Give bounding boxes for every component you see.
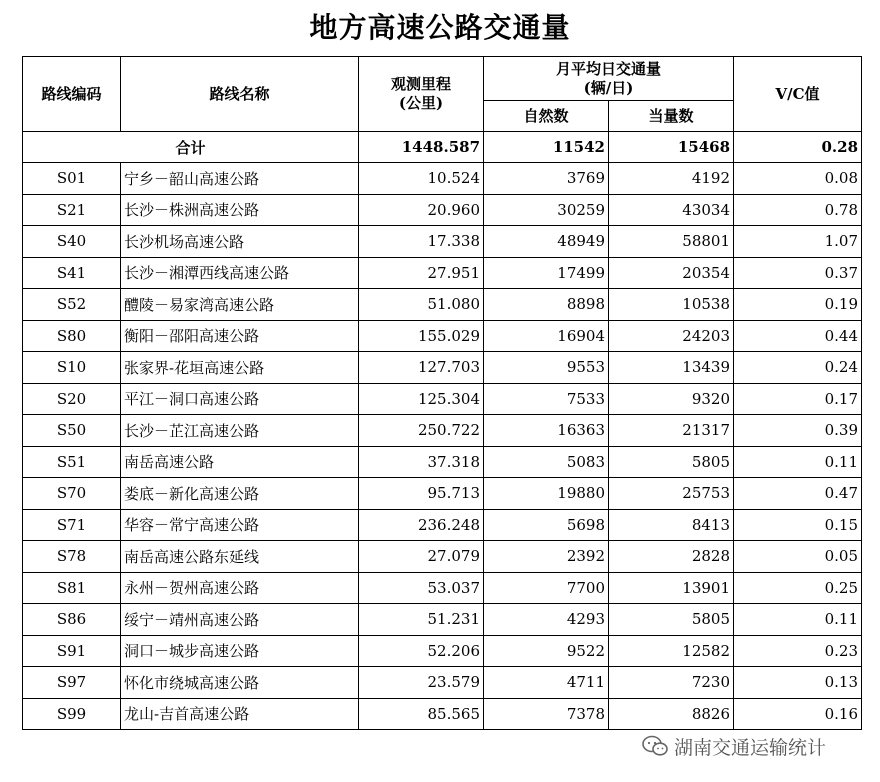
vc-value: 0.13 — [734, 667, 862, 699]
vc-value: 0.17 — [734, 383, 862, 415]
header-mileage — [359, 57, 484, 132]
route-name: 醴陵－易家湾高速公路 — [121, 289, 359, 321]
observed-mileage: 51.231 — [359, 604, 484, 636]
route-name: 洞口－城步高速公路 — [121, 635, 359, 667]
equivalent-count: 43034 — [609, 194, 734, 226]
table-row — [23, 446, 862, 478]
route-name: 龙山-吉首高速公路 — [121, 698, 359, 730]
route-name: 永州－贺州高速公路 — [121, 572, 359, 604]
observed-mileage: 127.703 — [359, 352, 484, 384]
route-code: S80 — [23, 320, 121, 352]
observed-mileage: 85.565 — [359, 698, 484, 730]
natural-count: 30259 — [484, 194, 609, 226]
table-row — [23, 541, 862, 573]
equivalent-count: 8826 — [609, 698, 734, 730]
route-code: S01 — [23, 163, 121, 195]
header-name: 路线名称 — [121, 57, 359, 132]
natural-count: 16904 — [484, 320, 609, 352]
route-name: 长沙－湘潭西线高速公路 — [121, 257, 359, 289]
observed-mileage: 51.080 — [359, 289, 484, 321]
route-name: 长沙－芷江高速公路 — [121, 415, 359, 447]
route-code: S50 — [23, 415, 121, 447]
total-vc: 0.28 — [734, 132, 862, 163]
table-row — [23, 572, 862, 604]
vc-value: 0.37 — [734, 257, 862, 289]
route-code: S78 — [23, 541, 121, 573]
route-name: 南岳高速公路 — [121, 446, 359, 478]
table-row — [23, 604, 862, 636]
observed-mileage: 236.248 — [359, 509, 484, 541]
vc-value: 1.07 — [734, 226, 862, 258]
route-name: 长沙－株洲高速公路 — [121, 194, 359, 226]
traffic-table — [22, 56, 862, 730]
vc-value: 0.15 — [734, 509, 862, 541]
route-name: 张家界-花垣高速公路 — [121, 352, 359, 384]
natural-count: 3769 — [484, 163, 609, 195]
vc-value: 0.16 — [734, 698, 862, 730]
route-code: S20 — [23, 383, 121, 415]
table-row — [23, 383, 862, 415]
natural-count: 19880 — [484, 478, 609, 510]
equivalent-count: 5805 — [609, 446, 734, 478]
table-row — [23, 352, 862, 384]
equivalent-count: 24203 — [609, 320, 734, 352]
route-name: 南岳高速公路东延线 — [121, 541, 359, 573]
total-mileage: 1448.587 — [359, 132, 484, 163]
route-name: 衡阳－邵阳高速公路 — [121, 320, 359, 352]
natural-count: 9522 — [484, 635, 609, 667]
total-equivalent: 15468 — [609, 132, 734, 163]
route-name: 绥宁－靖州高速公路 — [121, 604, 359, 636]
equivalent-count: 25753 — [609, 478, 734, 510]
vc-value: 0.39 — [734, 415, 862, 447]
vc-value: 0.08 — [734, 163, 862, 195]
observed-mileage: 17.338 — [359, 226, 484, 258]
natural-count: 7700 — [484, 572, 609, 604]
route-name: 华容－常宁高速公路 — [121, 509, 359, 541]
vc-value: 0.24 — [734, 352, 862, 384]
table-row — [23, 635, 862, 667]
table-row — [23, 509, 862, 541]
total-row — [23, 132, 862, 163]
route-code: S86 — [23, 604, 121, 636]
header-daily-line2: (辆/日) — [583, 78, 634, 97]
vc-value: 0.44 — [734, 320, 862, 352]
vc-value: 0.25 — [734, 572, 862, 604]
table-row — [23, 667, 862, 699]
observed-mileage: 250.722 — [359, 415, 484, 447]
observed-mileage: 23.579 — [359, 667, 484, 699]
observed-mileage: 27.079 — [359, 541, 484, 573]
table-row — [23, 289, 862, 321]
route-code: S52 — [23, 289, 121, 321]
route-code: S10 — [23, 352, 121, 384]
natural-count: 9553 — [484, 352, 609, 384]
equivalent-count: 13901 — [609, 572, 734, 604]
vc-value: 0.23 — [734, 635, 862, 667]
equivalent-count: 58801 — [609, 226, 734, 258]
observed-mileage: 155.029 — [359, 320, 484, 352]
total-label: 合计 — [23, 132, 359, 163]
route-code: S40 — [23, 226, 121, 258]
equivalent-count: 2828 — [609, 541, 734, 573]
observed-mileage: 53.037 — [359, 572, 484, 604]
watermark — [642, 731, 826, 761]
header-mileage-line1: 观测里程 — [390, 75, 451, 93]
observed-mileage: 52.206 — [359, 635, 484, 667]
natural-count: 7378 — [484, 698, 609, 730]
route-name: 长沙机场高速公路 — [121, 226, 359, 258]
observed-mileage: 27.951 — [359, 257, 484, 289]
natural-count: 4293 — [484, 604, 609, 636]
natural-count: 4711 — [484, 667, 609, 699]
watermark-text: 湖南交通运输统计 — [674, 736, 827, 759]
route-name: 宁乡－韶山高速公路 — [121, 163, 359, 195]
route-code: S21 — [23, 194, 121, 226]
route-code: S70 — [23, 478, 121, 510]
observed-mileage: 20.960 — [359, 194, 484, 226]
natural-count: 8898 — [484, 289, 609, 321]
header-natural: 自然数 — [484, 101, 609, 132]
route-name: 怀化市绕城高速公路 — [121, 667, 359, 699]
vc-value: 0.11 — [734, 446, 862, 478]
observed-mileage: 95.713 — [359, 478, 484, 510]
route-code: S71 — [23, 509, 121, 541]
header-equivalent: 当量数 — [609, 101, 734, 132]
header-vc: V/C值 — [734, 57, 862, 132]
equivalent-count: 20354 — [609, 257, 734, 289]
observed-mileage: 10.524 — [359, 163, 484, 195]
route-code: S41 — [23, 257, 121, 289]
table-row — [23, 226, 862, 258]
table-row — [23, 194, 862, 226]
table-row — [23, 698, 862, 730]
header-mileage-line2: (公里) — [398, 94, 444, 112]
route-name: 平江－洞口高速公路 — [121, 383, 359, 415]
natural-count: 5083 — [484, 446, 609, 478]
equivalent-count: 7230 — [609, 667, 734, 699]
equivalent-count: 8413 — [609, 509, 734, 541]
equivalent-count: 12582 — [609, 635, 734, 667]
header-row-top — [23, 57, 862, 101]
route-code: S99 — [23, 698, 121, 730]
total-natural: 11542 — [484, 132, 609, 163]
observed-mileage: 37.318 — [359, 446, 484, 478]
natural-count: 2392 — [484, 541, 609, 573]
equivalent-count: 9320 — [609, 383, 734, 415]
table-row — [23, 257, 862, 289]
table-row — [23, 320, 862, 352]
natural-count: 16363 — [484, 415, 609, 447]
page-title: 地方高速公路交通量 — [309, 11, 571, 44]
vc-value: 0.47 — [734, 478, 862, 510]
natural-count: 7533 — [484, 383, 609, 415]
wechat-icon — [642, 735, 668, 757]
natural-count: 17499 — [484, 257, 609, 289]
natural-count: 48949 — [484, 226, 609, 258]
equivalent-count: 5805 — [609, 604, 734, 636]
header-daily-traffic — [484, 57, 734, 101]
table-row — [23, 415, 862, 447]
equivalent-count: 13439 — [609, 352, 734, 384]
observed-mileage: 125.304 — [359, 383, 484, 415]
natural-count: 5698 — [484, 509, 609, 541]
route-code: S91 — [23, 635, 121, 667]
vc-value: 0.78 — [734, 194, 862, 226]
route-code: S81 — [23, 572, 121, 604]
header-code: 路线编码 — [23, 57, 121, 132]
route-name: 娄底－新化高速公路 — [121, 478, 359, 510]
equivalent-count: 10538 — [609, 289, 734, 321]
route-code: S51 — [23, 446, 121, 478]
vc-value: 0.19 — [734, 289, 862, 321]
equivalent-count: 21317 — [609, 415, 734, 447]
vc-value: 0.11 — [734, 604, 862, 636]
table-row — [23, 478, 862, 510]
table-row — [23, 163, 862, 195]
header-daily-line1: 月平均日交通量 — [556, 59, 662, 78]
equivalent-count: 4192 — [609, 163, 734, 195]
route-code: S97 — [23, 667, 121, 699]
vc-value: 0.05 — [734, 541, 862, 573]
